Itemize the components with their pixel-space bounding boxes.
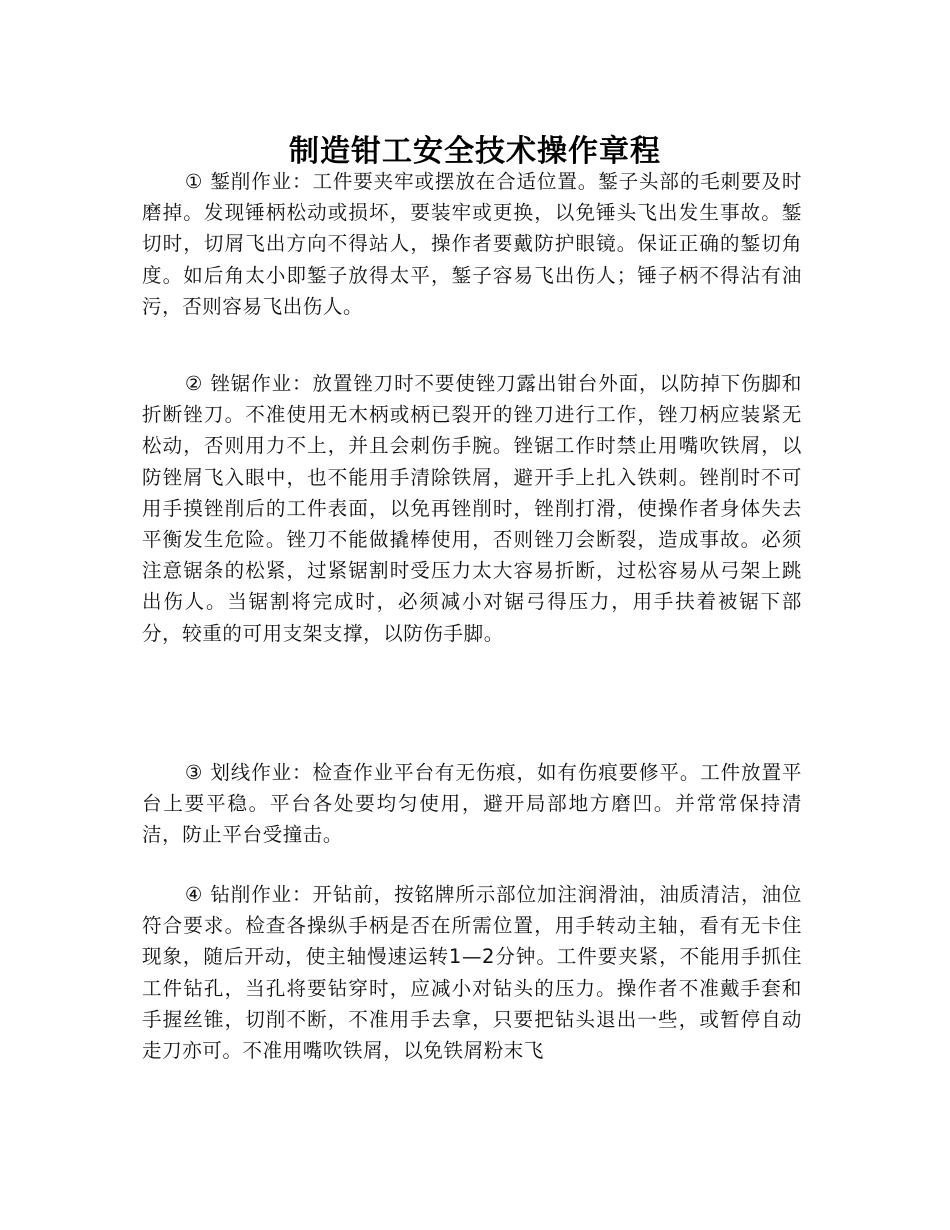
paragraph-drilling: ④ 钻削作业：开钻前，按铭牌所示部位加注润滑油，油质清洁，油位符合要求。检查各操纵手柄是否在所需位置，用手转动主轴，看有无卡住现象，随后开动，使主轴慢速运转1—2分钟。工件要夹紧，不能用手抓住工件钻孔，当孔将要钻穿时，应减小对钻头的压力。操作者不准戴手套和手握丝锥，切削不断，不准用手去拿，只要把钻头退出一些，或暂停自动走刀亦可。不准用嘴吹铁屑，以免铁屑粉末飞 <box>142 883 802 1063</box>
paragraph-chiseling: ① 錾削作业：工件要夹牢或摆放在合适位置。錾子头部的毛刺要及时磨掉。发现锤柄松动或损坏，要装牢或更换，以免锤头飞出发生事故。錾切时，切屑飞出方向不得站人，操作者要戴防护眼镜。保证正确的錾切角度。如后角太小即錾子放得太平，錾子容易飞出伤人；锤子柄不得沾有油污，否则容易飞出伤人。 <box>142 170 802 318</box>
paragraph-filing-sawing: ② 锉锯作业：放置锉刀时不要使锉刀露出钳台外面，以防掉下伤脚和折断锉刀。不准使用无木柄或柄已裂开的锉刀进行工作，锉刀柄应装紧无松动，否则用力不上，并且会刺伤手腕。锉锯工作时禁止用嘴吹铁屑，以防锉屑飞入眼中，也不能用手清除铁屑，避开手上扎入铁刺。锉削时不可用手摸锉削后的工件表面，以免再锉削时，锉削打滑，使操作者身体失去平衡发生危险。锉刀不能做撬棒使用，否则锉刀会断裂，造成事故。必须注意锯条的松紧，过紧锯割时受压力太大容易折断，过松容易从弓架上跳出伤人。当锯割将完成时，必须减小对锯弓得压力，用手扶着被锯下部分，较重的可用支架支撑，以防伤手脚。 <box>142 372 802 645</box>
paragraph-marking: ③ 划线作业：检查作业平台有无伤痕，如有伤痕要修平。工件放置平台上要平稳。平台各处要均匀使用，避开局部地方磨凹。并常常保持清洁，防止平台受撞击。 <box>142 761 802 847</box>
document-title: 制造钳工安全技术操作章程 <box>289 134 661 170</box>
